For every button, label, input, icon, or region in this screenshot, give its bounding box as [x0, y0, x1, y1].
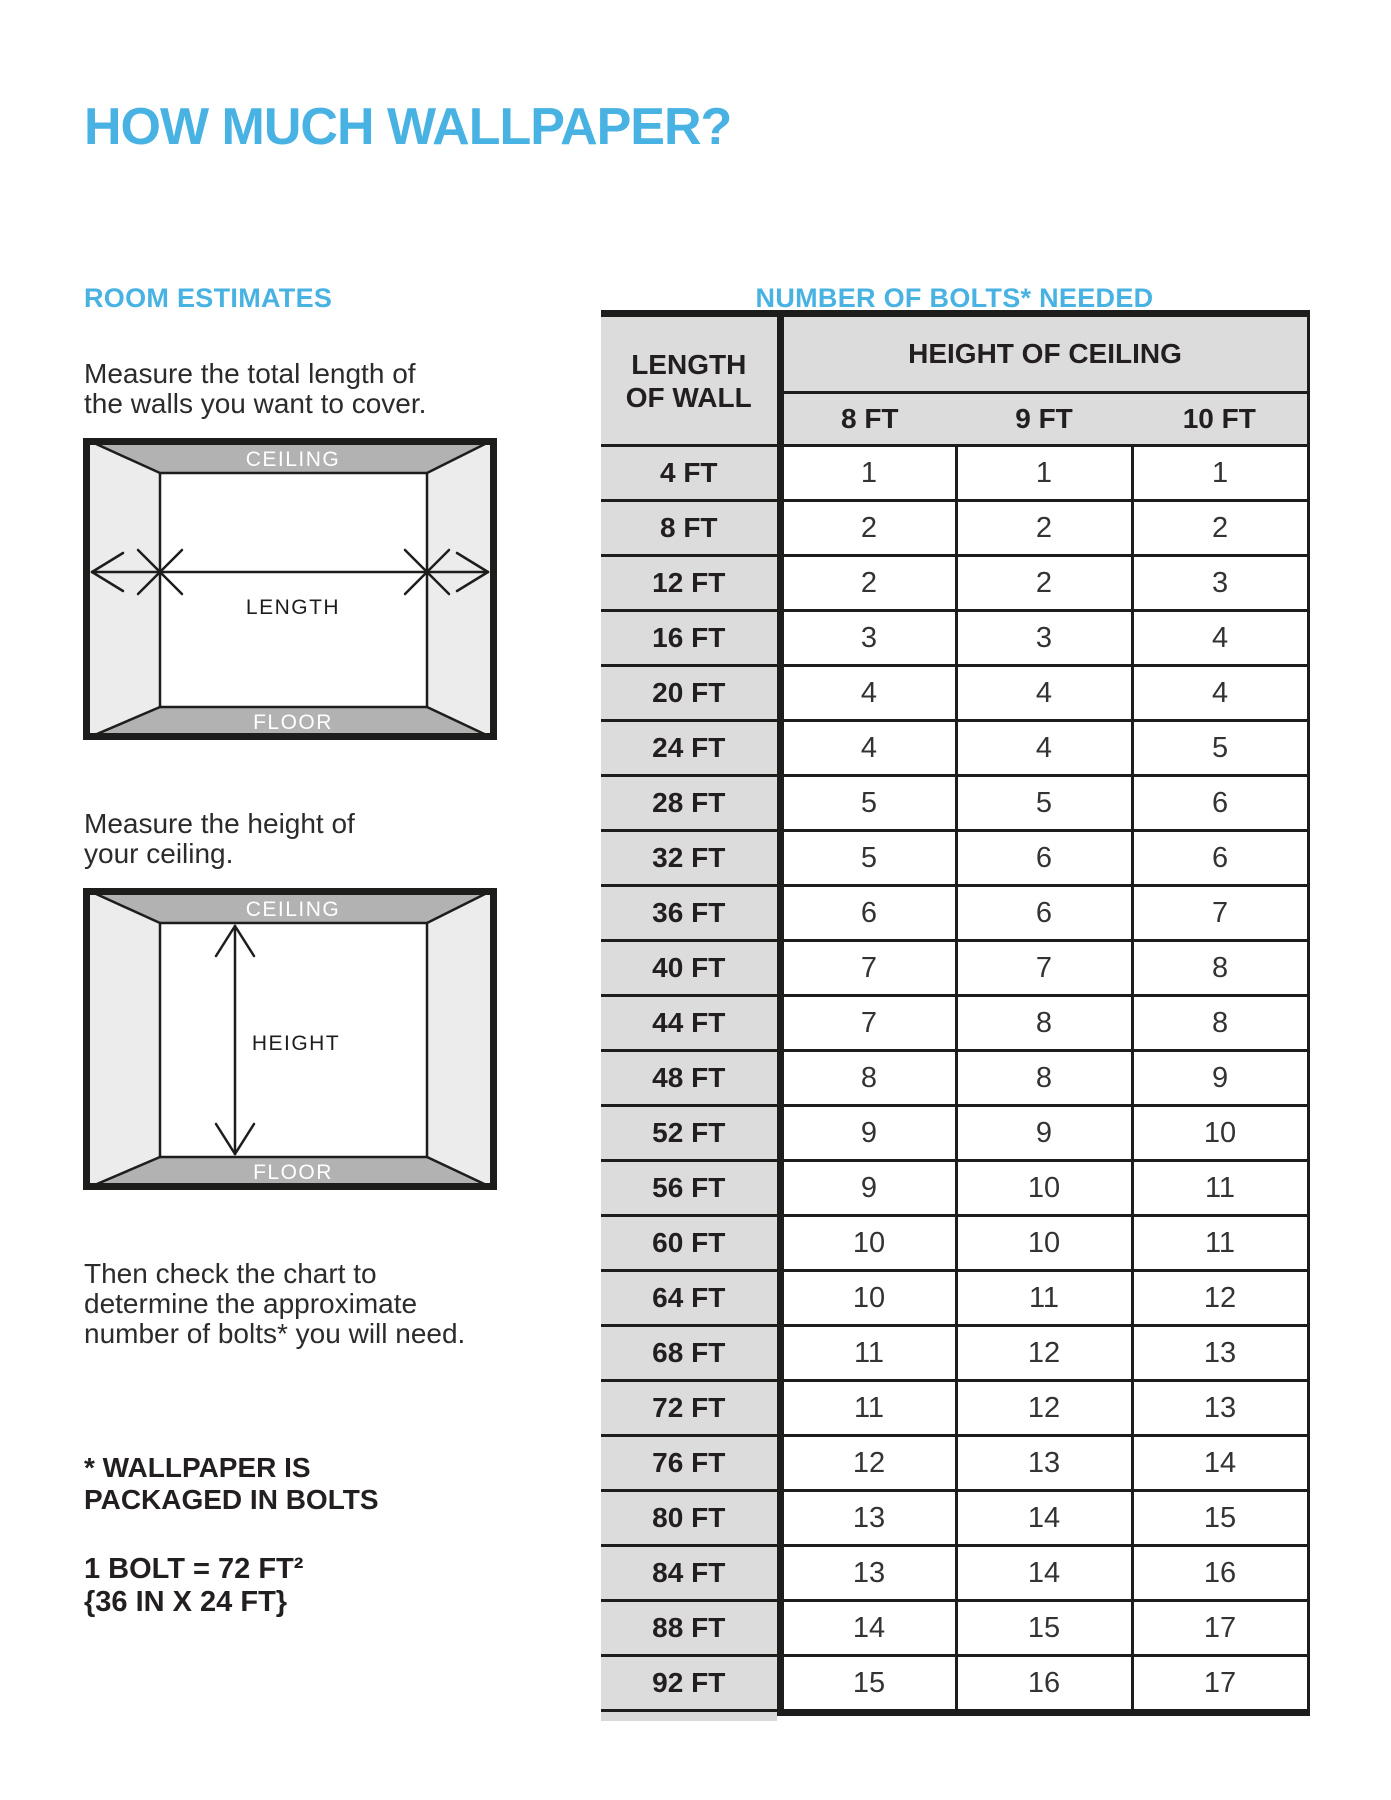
bolt-count-cell: 10	[1132, 1106, 1308, 1161]
table-row	[601, 831, 1308, 886]
bolt-count-cell: 4	[780, 666, 956, 721]
bolt-count-cell: 10	[780, 1216, 956, 1271]
bolt-count-cell: 2	[780, 556, 956, 611]
table-row	[601, 776, 1308, 831]
wall-length-cell: 60 FT	[601, 1216, 780, 1271]
bolt-count-cell: 13	[780, 1491, 956, 1546]
right-wall-face	[427, 888, 497, 1190]
table-row	[601, 1436, 1308, 1491]
bolt-count-cell: 6	[956, 886, 1132, 941]
table-footer-strip	[601, 1712, 777, 1721]
row-header-cell: LENGTH OF WALL	[601, 314, 780, 446]
wall-length-cell: 40 FT	[601, 941, 780, 996]
wall-length-cell: 80 FT	[601, 1491, 780, 1546]
table-row	[601, 996, 1308, 1051]
bolt-count-cell: 5	[780, 831, 956, 886]
bolt-count-cell: 1	[1132, 446, 1308, 501]
length-diagram	[83, 438, 497, 740]
bolt-count-cell: 11	[1132, 1161, 1308, 1216]
ceiling-label: CEILING	[245, 448, 341, 471]
bolt-count-cell: 8	[780, 1051, 956, 1106]
table-row	[601, 941, 1308, 996]
table-row	[601, 666, 1308, 721]
bolt-count-cell: 13	[1132, 1381, 1308, 1436]
bolt-definition: 1 BOLT = 72 FT² {36 IN X 24 FT}	[84, 1553, 304, 1618]
bolt-count-cell: 8	[956, 1051, 1132, 1106]
bolt-count-cell: 15	[780, 1656, 956, 1713]
bolt-count-cell: 15	[956, 1601, 1132, 1656]
bolt-count-cell: 14	[956, 1491, 1132, 1546]
bolt-count-cell: 6	[1132, 776, 1308, 831]
table-row	[601, 611, 1308, 666]
wall-length-cell: 24 FT	[601, 721, 780, 776]
bolt-count-cell: 2	[956, 501, 1132, 556]
bolt-count-cell: 1	[956, 446, 1132, 501]
bolt-count-cell: 4	[956, 721, 1132, 776]
table-row	[601, 1656, 1308, 1713]
bolt-count-cell: 11	[780, 1326, 956, 1381]
bolt-count-cell: 10	[780, 1271, 956, 1326]
ceiling-label: CEILING	[245, 898, 341, 921]
table-row	[601, 1546, 1308, 1601]
bolts-table	[601, 310, 1310, 1716]
table-row	[601, 1381, 1308, 1436]
bolts-table-body	[601, 446, 1308, 1713]
bolt-count-cell: 8	[1132, 996, 1308, 1051]
wall-length-cell: 72 FT	[601, 1381, 780, 1436]
floor-label: FLOOR	[253, 711, 333, 734]
bolt-count-cell: 9	[780, 1106, 956, 1161]
bolt-count-cell: 1	[780, 446, 956, 501]
table-row	[601, 886, 1308, 941]
left-wall-face	[83, 888, 160, 1190]
bolt-count-cell: 8	[1132, 941, 1308, 996]
bolt-count-cell: 2	[780, 501, 956, 556]
wall-length-cell: 44 FT	[601, 996, 780, 1051]
bolt-count-cell: 11	[956, 1271, 1132, 1326]
bolt-count-cell: 13	[780, 1546, 956, 1601]
bolt-count-cell: 9	[780, 1161, 956, 1216]
wall-length-cell: 92 FT	[601, 1656, 780, 1713]
bolts-needed-heading: NUMBER OF BOLTS* NEEDED	[755, 283, 1154, 314]
height-label: HEIGHT	[251, 1032, 341, 1055]
bolt-count-cell: 6	[956, 831, 1132, 886]
table-row	[601, 1106, 1308, 1161]
bolt-count-cell: 8	[956, 996, 1132, 1051]
wall-length-cell: 84 FT	[601, 1546, 780, 1601]
bolt-count-cell: 11	[1132, 1216, 1308, 1271]
wall-length-cell: 32 FT	[601, 831, 780, 886]
table-row	[601, 1161, 1308, 1216]
page-title: HOW MUCH WALLPAPER?	[84, 97, 732, 156]
wall-length-cell: 4 FT	[601, 446, 780, 501]
table-row	[601, 1051, 1308, 1106]
table-row	[601, 1601, 1308, 1656]
table-row	[601, 1326, 1308, 1381]
bolt-count-cell: 14	[780, 1601, 956, 1656]
bolt-count-cell: 9	[1132, 1051, 1308, 1106]
bolt-count-cell: 12	[956, 1381, 1132, 1436]
bolt-count-cell: 13	[1132, 1326, 1308, 1381]
bolt-count-cell: 4	[1132, 611, 1308, 666]
bolt-count-cell: 12	[956, 1326, 1132, 1381]
bolt-count-cell: 10	[956, 1216, 1132, 1271]
wall-length-cell: 88 FT	[601, 1601, 780, 1656]
bolt-count-cell: 4	[956, 666, 1132, 721]
bolt-count-cell: 16	[956, 1656, 1132, 1713]
wall-length-cell: 48 FT	[601, 1051, 780, 1106]
bolt-count-cell: 5	[780, 776, 956, 831]
column-header-9ft: 9 FT	[956, 393, 1132, 446]
wall-length-cell: 52 FT	[601, 1106, 780, 1161]
bolt-count-cell: 13	[956, 1436, 1132, 1491]
bolt-count-cell: 17	[1132, 1601, 1308, 1656]
table-row	[601, 1271, 1308, 1326]
bolt-count-cell: 10	[956, 1161, 1132, 1216]
height-dimension-arrow	[216, 926, 254, 1154]
bolt-count-cell: 5	[1132, 721, 1308, 776]
bolt-count-cell: 9	[956, 1106, 1132, 1161]
floor-label: FLOOR	[253, 1161, 333, 1184]
column-group-header: HEIGHT OF CEILING	[780, 314, 1308, 393]
wall-length-cell: 8 FT	[601, 501, 780, 556]
bolt-count-cell: 12	[1132, 1271, 1308, 1326]
instruction-measure-height: Measure the height of your ceiling.	[84, 808, 355, 869]
wall-length-cell: 56 FT	[601, 1161, 780, 1216]
table-row	[601, 1216, 1308, 1271]
back-wall-face	[160, 473, 427, 707]
bolt-count-cell: 14	[956, 1546, 1132, 1601]
bolt-count-cell: 3	[1132, 556, 1308, 611]
wall-length-cell: 64 FT	[601, 1271, 780, 1326]
table-row	[601, 1491, 1308, 1546]
wall-length-cell: 76 FT	[601, 1436, 780, 1491]
bolt-count-cell: 3	[780, 611, 956, 666]
bolt-count-cell: 6	[780, 886, 956, 941]
bolt-count-cell: 2	[956, 556, 1132, 611]
bolt-count-cell: 15	[1132, 1491, 1308, 1546]
bolt-count-cell: 5	[956, 776, 1132, 831]
column-header-10ft: 10 FT	[1132, 393, 1308, 446]
wall-length-cell: 28 FT	[601, 776, 780, 831]
height-diagram	[83, 888, 497, 1190]
bolts-table-container	[601, 310, 1310, 1716]
instruction-check-chart: Then check the chart to determine the approximate number of bolts* you will need.	[84, 1258, 466, 1349]
bolt-count-cell: 6	[1132, 831, 1308, 886]
wall-length-cell: 68 FT	[601, 1326, 780, 1381]
wall-length-cell: 12 FT	[601, 556, 780, 611]
table-row	[601, 446, 1308, 501]
bolt-count-cell: 7	[780, 941, 956, 996]
room-estimates-heading: ROOM ESTIMATES	[84, 283, 333, 314]
wall-length-cell: 16 FT	[601, 611, 780, 666]
table-row	[601, 721, 1308, 776]
instruction-measure-length: Measure the total length of the walls you want to cover.	[84, 358, 427, 419]
bolt-count-cell: 4	[780, 721, 956, 776]
table-row	[601, 556, 1308, 611]
bolt-footnote: * WALLPAPER IS PACKAGED IN BOLTS	[84, 1452, 379, 1515]
bolt-count-cell: 7	[956, 941, 1132, 996]
bolt-count-cell: 2	[1132, 501, 1308, 556]
bolt-count-cell: 3	[956, 611, 1132, 666]
bolt-count-cell: 11	[780, 1381, 956, 1436]
bolt-count-cell: 14	[1132, 1436, 1308, 1491]
bolt-count-cell: 4	[1132, 666, 1308, 721]
table-row	[601, 501, 1308, 556]
wall-length-cell: 36 FT	[601, 886, 780, 941]
wall-length-cell: 20 FT	[601, 666, 780, 721]
bolt-count-cell: 16	[1132, 1546, 1308, 1601]
bolt-count-cell: 7	[780, 996, 956, 1051]
bolt-count-cell: 12	[780, 1436, 956, 1491]
bolt-count-cell: 17	[1132, 1656, 1308, 1713]
column-header-8ft: 8 FT	[780, 393, 956, 446]
bolt-count-cell: 7	[1132, 886, 1308, 941]
length-label: LENGTH	[245, 596, 341, 619]
